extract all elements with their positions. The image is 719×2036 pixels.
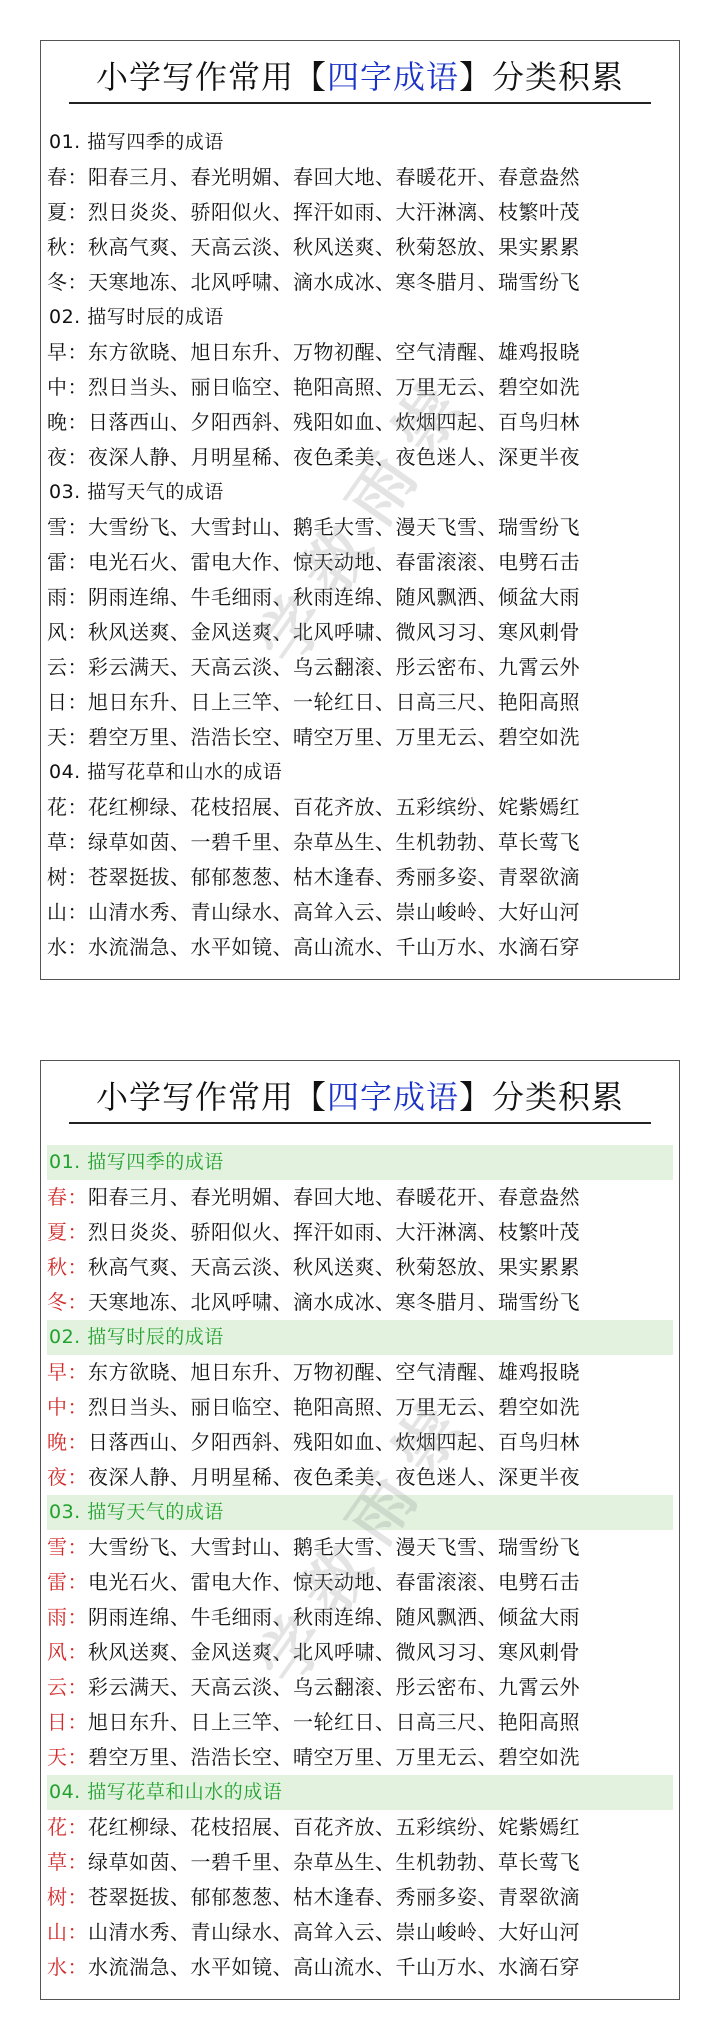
idiom-values: 碧空万里、浩浩长空、晴空万里、万里无云、碧空如洗 — [88, 1745, 580, 1769]
idiom-values: 东方欲晓、旭日东升、万物初醒、空气清醒、雄鸡报晓 — [88, 1360, 580, 1384]
idiom-values: 碧空万里、浩浩长空、晴空万里、万里无云、碧空如洗 — [88, 725, 580, 749]
idiom-row — [47, 1215, 673, 1250]
idiom-category: 晚： — [47, 1430, 88, 1454]
idiom-values: 阳春三月、春光明媚、春回大地、春暖花开、春意盎然 — [88, 1185, 580, 1209]
idiom-row — [47, 1845, 673, 1880]
idiom-category: 花： — [47, 795, 88, 819]
idiom-row — [47, 615, 673, 650]
idiom-category: 山： — [47, 900, 88, 924]
idiom-row — [47, 370, 673, 405]
idiom-row — [47, 685, 673, 720]
idiom-values: 日落西山、夕阳西斜、残阳如血、炊烟四起、百鸟归林 — [88, 1430, 580, 1454]
idiom-values: 花红柳绿、花枝招展、百花齐放、五彩缤纷、姹紫嫣红 — [88, 1815, 580, 1839]
section-heading: 03. 描写天气的成语 — [47, 1495, 673, 1530]
title-suffix: 】分类积累 — [459, 1078, 625, 1116]
idiom-values: 阳春三月、春光明媚、春回大地、春暖花开、春意盎然 — [88, 165, 580, 189]
section-heading: 02. 描写时辰的成语 — [47, 1320, 673, 1355]
idiom-values: 秋风送爽、金风送爽、北风呼啸、微风习习、寒风刺骨 — [88, 620, 580, 644]
idiom-values: 烈日当头、丽日临空、艳阳高照、万里无云、碧空如洗 — [88, 375, 580, 399]
idiom-values: 烈日炎炎、骄阳似火、挥汗如雨、大汗淋漓、枝繁叶茂 — [88, 1220, 580, 1244]
idiom-row — [47, 1180, 673, 1215]
idiom-values: 天寒地冻、北风呼啸、滴水成冰、寒冬腊月、瑞雪纷飞 — [88, 270, 580, 294]
idiom-card-plain — [40, 40, 680, 980]
idiom-row — [47, 1705, 673, 1740]
idiom-row — [47, 1530, 673, 1565]
idiom-category: 树： — [47, 865, 88, 889]
idiom-values: 水流湍急、水平如镜、高山流水、千山万水、水滴石穿 — [88, 935, 580, 959]
idiom-values: 夜深人静、月明星稀、夜色柔美、夜色迷人、深更半夜 — [88, 1465, 580, 1489]
title-highlight: 四字成语 — [326, 58, 459, 96]
idiom-row — [47, 1565, 673, 1600]
idiom-row — [47, 650, 673, 685]
idiom-category: 中： — [47, 1395, 88, 1419]
idiom-category: 花： — [47, 1815, 88, 1839]
idiom-values: 天寒地冻、北风呼啸、滴水成冰、寒冬腊月、瑞雪纷飞 — [88, 1290, 580, 1314]
idiom-category: 日： — [47, 690, 88, 714]
idiom-values: 花红柳绿、花枝招展、百花齐放、五彩缤纷、姹紫嫣红 — [88, 795, 580, 819]
idiom-category: 雪： — [47, 1535, 88, 1559]
idiom-row — [47, 405, 673, 440]
idiom-category: 早： — [47, 340, 88, 364]
idiom-category: 雨： — [47, 1605, 88, 1629]
idiom-category: 夏： — [47, 1220, 88, 1244]
idiom-category: 秋： — [47, 1255, 88, 1279]
idiom-values: 烈日炎炎、骄阳似火、挥汗如雨、大汗淋漓、枝繁叶茂 — [88, 200, 580, 224]
title-underline — [69, 1122, 651, 1124]
idiom-category: 冬： — [47, 1290, 88, 1314]
idiom-category: 夜： — [47, 445, 88, 469]
section-heading: 01. 描写四季的成语 — [47, 1145, 673, 1180]
idiom-category: 风： — [47, 1640, 88, 1664]
idiom-category: 云： — [47, 1675, 88, 1699]
watermark-char: 雨 — [334, 443, 432, 538]
idiom-category: 夜： — [47, 1465, 88, 1489]
idiom-values: 电光石火、雷电大作、惊天动地、春雷滚滚、电劈石击 — [88, 550, 580, 574]
idiom-values: 山清水秀、青山绿水、高耸入云、崇山峻岭、大好山河 — [88, 1920, 580, 1944]
idiom-values: 绿草如茵、一碧千里、杂草丛生、生机勃勃、草长莺飞 — [88, 830, 580, 854]
idiom-category: 树： — [47, 1885, 88, 1909]
idiom-values: 阴雨连绵、牛毛细雨、秋雨连绵、随风飘洒、倾盆大雨 — [88, 585, 580, 609]
idiom-category: 云： — [47, 655, 88, 679]
idiom-row — [47, 825, 673, 860]
section-heading: 03. 描写天气的成语 — [49, 481, 224, 503]
idiom-row — [47, 790, 673, 825]
watermark-char: 学 — [244, 1603, 342, 1698]
idiom-category: 天： — [47, 725, 88, 749]
idiom-values: 山清水秀、青山绿水、高耸入云、崇山峻岭、大好山河 — [88, 900, 580, 924]
idiom-row — [47, 195, 673, 230]
idiom-row — [47, 720, 673, 755]
watermark-char: 崇 — [379, 373, 477, 468]
idiom-values: 电光石火、雷电大作、惊天动地、春雷滚滚、电劈石击 — [88, 1570, 580, 1594]
idiom-values: 夜深人静、月明星稀、夜色柔美、夜色迷人、深更半夜 — [88, 445, 580, 469]
idiom-row — [47, 1355, 673, 1390]
idiom-values: 苍翠挺拔、郁郁葱葱、枯木逢春、秀丽多姿、青翠欲滴 — [88, 1885, 580, 1909]
idiom-category: 夏： — [47, 200, 88, 224]
idiom-row — [47, 160, 673, 195]
idiom-category: 秋： — [47, 235, 88, 259]
idiom-row — [47, 1810, 673, 1845]
title-highlight: 四字成语 — [326, 1078, 459, 1116]
idiom-values: 旭日东升、日上三竿、一轮红日、日高三尺、艳阳高照 — [88, 1710, 580, 1734]
idiom-category: 雷： — [47, 550, 88, 574]
idiom-category: 草： — [47, 830, 88, 854]
idiom-row — [47, 580, 673, 615]
idiom-row — [47, 895, 673, 930]
idiom-row — [47, 265, 673, 300]
idiom-category: 早： — [47, 1360, 88, 1384]
idiom-values: 苍翠挺拔、郁郁葱葱、枯木逢春、秀丽多姿、青翠欲滴 — [88, 865, 580, 889]
idiom-row — [47, 860, 673, 895]
idiom-list — [47, 125, 673, 965]
page-title — [41, 1075, 679, 1119]
idiom-values: 大雪纷飞、大雪封山、鹅毛大雪、漫天飞雪、瑞雪纷飞 — [88, 1535, 580, 1559]
idiom-category: 雷： — [47, 1570, 88, 1594]
idiom-values: 东方欲晓、旭日东升、万物初醒、空气清醒、雄鸡报晓 — [88, 340, 580, 364]
idiom-row — [47, 335, 673, 370]
idiom-row — [47, 1635, 673, 1670]
title-underline — [69, 102, 651, 104]
watermark-char: 教 — [289, 1533, 387, 1628]
idiom-category: 草： — [47, 1850, 88, 1874]
idiom-row — [47, 1425, 673, 1460]
idiom-category: 天： — [47, 1745, 88, 1769]
idiom-row — [47, 1670, 673, 1705]
idiom-values: 大雪纷飞、大雪封山、鹅毛大雪、漫天飞雪、瑞雪纷飞 — [88, 515, 580, 539]
idiom-row — [47, 545, 673, 580]
section-heading: 02. 描写时辰的成语 — [49, 306, 224, 328]
idiom-values: 秋高气爽、天高云淡、秋风送爽、秋菊怒放、果实累累 — [88, 235, 580, 259]
idiom-category: 春： — [47, 165, 88, 189]
idiom-list — [47, 1145, 673, 1985]
page-title — [41, 55, 679, 99]
idiom-row — [47, 930, 673, 965]
idiom-row — [47, 1285, 673, 1320]
idiom-row — [47, 1880, 673, 1915]
idiom-category: 水： — [47, 1955, 88, 1979]
idiom-row — [47, 1600, 673, 1635]
watermark-char: 雨 — [334, 1463, 432, 1558]
idiom-row — [47, 230, 673, 265]
idiom-row — [47, 1950, 673, 1985]
idiom-category: 山： — [47, 1920, 88, 1944]
title-prefix: 小学写作常用【 — [95, 58, 327, 96]
idiom-category: 雨： — [47, 585, 88, 609]
idiom-values: 旭日东升、日上三竿、一轮红日、日高三尺、艳阳高照 — [88, 690, 580, 714]
idiom-category: 水： — [47, 935, 88, 959]
idiom-values: 彩云满天、天高云淡、乌云翻滚、彤云密布、九霄云外 — [88, 1675, 580, 1699]
title-suffix: 】分类积累 — [459, 58, 625, 96]
idiom-row — [47, 440, 673, 475]
idiom-category: 日： — [47, 1710, 88, 1734]
section-heading: 01. 描写四季的成语 — [49, 131, 224, 153]
idiom-row — [47, 510, 673, 545]
idiom-values: 水流湍急、水平如镜、高山流水、千山万水、水滴石穿 — [88, 1955, 580, 1979]
watermark-char: 崇 — [379, 1393, 477, 1488]
idiom-category: 春： — [47, 1185, 88, 1209]
idiom-row — [47, 1390, 673, 1425]
idiom-row — [47, 1915, 673, 1950]
idiom-category: 雪： — [47, 515, 88, 539]
idiom-row — [47, 1460, 673, 1495]
watermark-char: 教 — [289, 513, 387, 608]
title-prefix: 小学写作常用【 — [95, 1078, 327, 1116]
idiom-category: 中： — [47, 375, 88, 399]
idiom-values: 彩云满天、天高云淡、乌云翻滚、彤云密布、九霄云外 — [88, 655, 580, 679]
watermark-char: 学 — [244, 583, 342, 678]
idiom-category: 晚： — [47, 410, 88, 434]
idiom-values: 绿草如茵、一碧千里、杂草丛生、生机勃勃、草长莺飞 — [88, 1850, 580, 1874]
idiom-values: 阴雨连绵、牛毛细雨、秋雨连绵、随风飘洒、倾盆大雨 — [88, 1605, 580, 1629]
idiom-values: 烈日当头、丽日临空、艳阳高照、万里无云、碧空如洗 — [88, 1395, 580, 1419]
idiom-category: 冬： — [47, 270, 88, 294]
idiom-row — [47, 1250, 673, 1285]
idiom-values: 秋风送爽、金风送爽、北风呼啸、微风习习、寒风刺骨 — [88, 1640, 580, 1664]
idiom-category: 风： — [47, 620, 88, 644]
section-heading: 04. 描写花草和山水的成语 — [49, 761, 283, 783]
idiom-row — [47, 1740, 673, 1775]
idiom-values: 秋高气爽、天高云淡、秋风送爽、秋菊怒放、果实累累 — [88, 1255, 580, 1279]
idiom-values: 日落西山、夕阳西斜、残阳如血、炊烟四起、百鸟归林 — [88, 410, 580, 434]
idiom-card-colored — [40, 1060, 680, 2000]
section-heading: 04. 描写花草和山水的成语 — [47, 1775, 673, 1810]
